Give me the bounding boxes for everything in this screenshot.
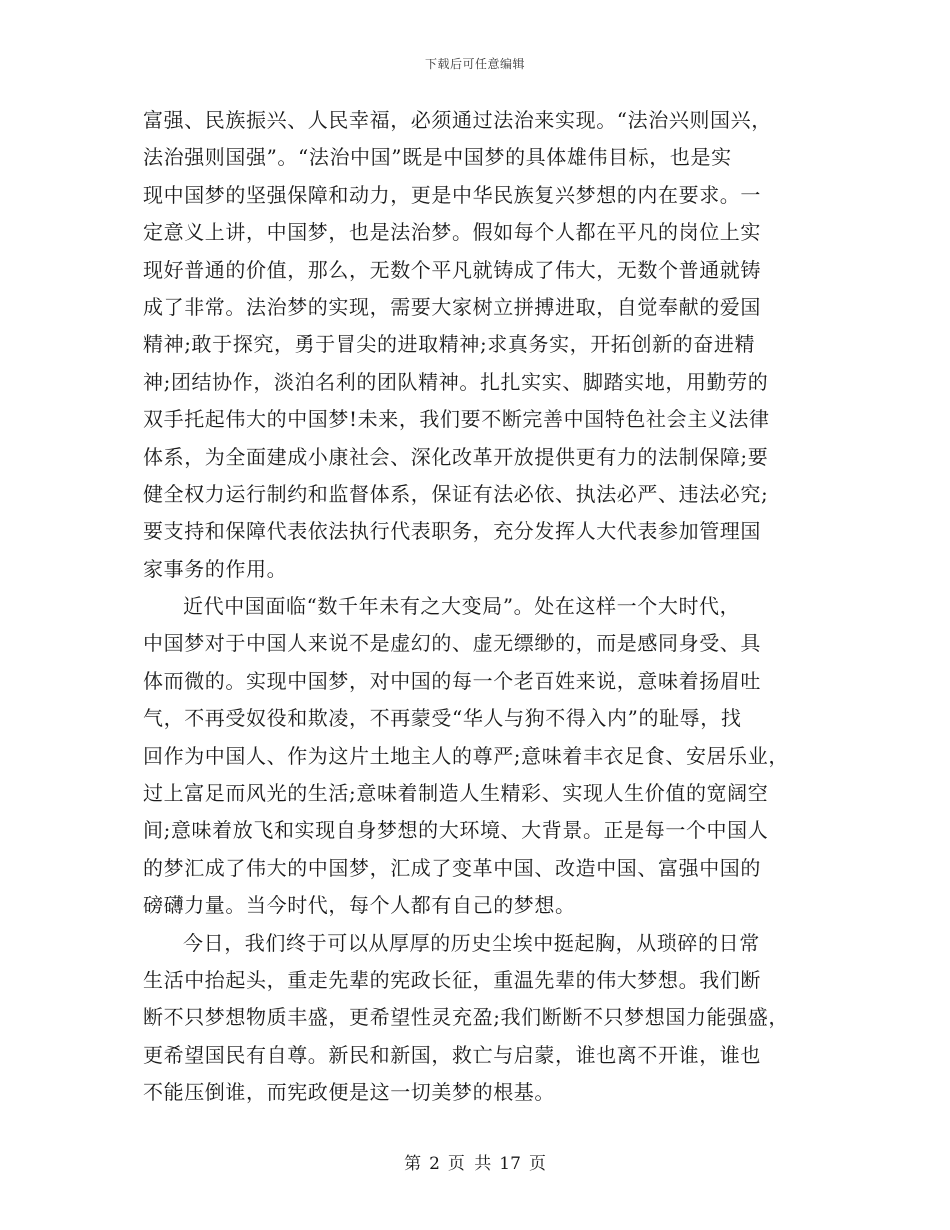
footer-middle: 页 共 [447,1154,492,1174]
text-line: 现好普通的价值，那么，无数个平凡就铸成了伟大，无数个普通就铸 [143,257,761,282]
text-line: 生活中抬起头，重走先辈的宪政长征，重温先辈的伟大梦想。我们断 [143,967,761,992]
text-line: 富强、民族振兴、人民幸福，必须通过法治来实现。“法治兴则国兴， [143,108,772,132]
text-line: 定意义上讲，中国梦，也是法治梦。假如每个人都在平凡的岗位上实 [143,220,761,245]
footer-page-number: 2 [429,1154,440,1174]
text-line: 要支持和保障代表依法执行代表职务，充分发挥人大代表参加管理国 [143,519,761,544]
text-line: 精神;敢于探究，勇于冒尖的进取精神;求真务实，开拓创新的奋进精 [143,332,756,357]
text-line: 成了非常。法治梦的实现，需要大家树立拼搏进取，自觉奉献的爱国 [143,294,761,319]
document-body [143,102,815,1112]
text-line: 现中国梦的坚强保障和动力，更是中华民族复兴梦想的内在要求。一 [143,182,761,207]
text-line: 神;团结协作，淡泊名利的团队精神。扎扎实实、脚踏实地，用勤劳的 [143,369,769,394]
paragraph [143,102,815,588]
text-line: 双手托起伟大的中国梦!未来，我们要不断完善中国特色社会主义法律 [143,407,770,432]
text-line: 今日，我们终于可以从厚厚的历史尘埃中挺起胸，从琐碎的日常 [183,930,760,955]
text-line: 断不只梦想物质丰盛，更希望性灵充盈;我们断断不只梦想国力能强盛， [143,1005,789,1030]
text-line: 法治强则国强”。“法治中国”既是中国梦的具体雄伟目标，也是实 [143,145,732,170]
text-line: 体而微的。实现中国梦，对中国的每一个老百姓来说，意味着扬眉吐 [143,668,761,693]
text-line: 健全权力运行制约和监督体系，保证有法必依、执法必严、违法必究; [143,481,769,506]
footer-total-pages: 17 [499,1154,521,1174]
text-line: 的梦汇成了伟大的中国梦，汇成了变革中国、改造中国、富强中国的 [143,855,761,880]
text-line: 间;意味着放飞和实现自身梦想的大环境、大背景。正是每一个中国人 [143,818,769,843]
text-line: 家事务的作用。 [143,556,288,581]
footer-suffix: 页 [528,1154,546,1174]
text-line: 气，不再受奴役和欺凌，不再蒙受“华人与狗不得入内”的耻辱，找 [143,706,742,731]
page-footer [0,1149,950,1174]
text-line: 不能压倒谁，而宪政便是这一切美梦的根基。 [143,1080,555,1105]
text-line: 磅礴力量。当今时代，每个人都有自己的梦想。 [143,893,576,918]
header-note: 下载后可任意编辑 [424,57,525,71]
text-line: 中国梦对于中国人来说不是虚幻的、虚无缥缈的，而是感同身受、具 [143,631,761,656]
text-line: 体系，为全面建成小康社会、深化改革开放提供更有力的法制保障;要 [143,444,769,469]
text-line: 近代中国面临“数千年未有之大变局”。处在这样一个大时代， [183,594,741,619]
footer-prefix: 第 [404,1154,422,1174]
text-line: 回作为中国人、作为这片土地主人的尊严;意味着丰衣足食、安居乐业， [143,743,789,768]
paragraph [143,925,815,1112]
text-line: 更希望国民有自尊。新民和新国，救亡与启蒙，谁也离不开谁，谁也 [143,1042,761,1067]
paragraph [143,588,815,925]
text-line: 过上富足而风光的生活;意味着制造人生精彩、实现人生价值的宽阔空 [143,781,769,806]
